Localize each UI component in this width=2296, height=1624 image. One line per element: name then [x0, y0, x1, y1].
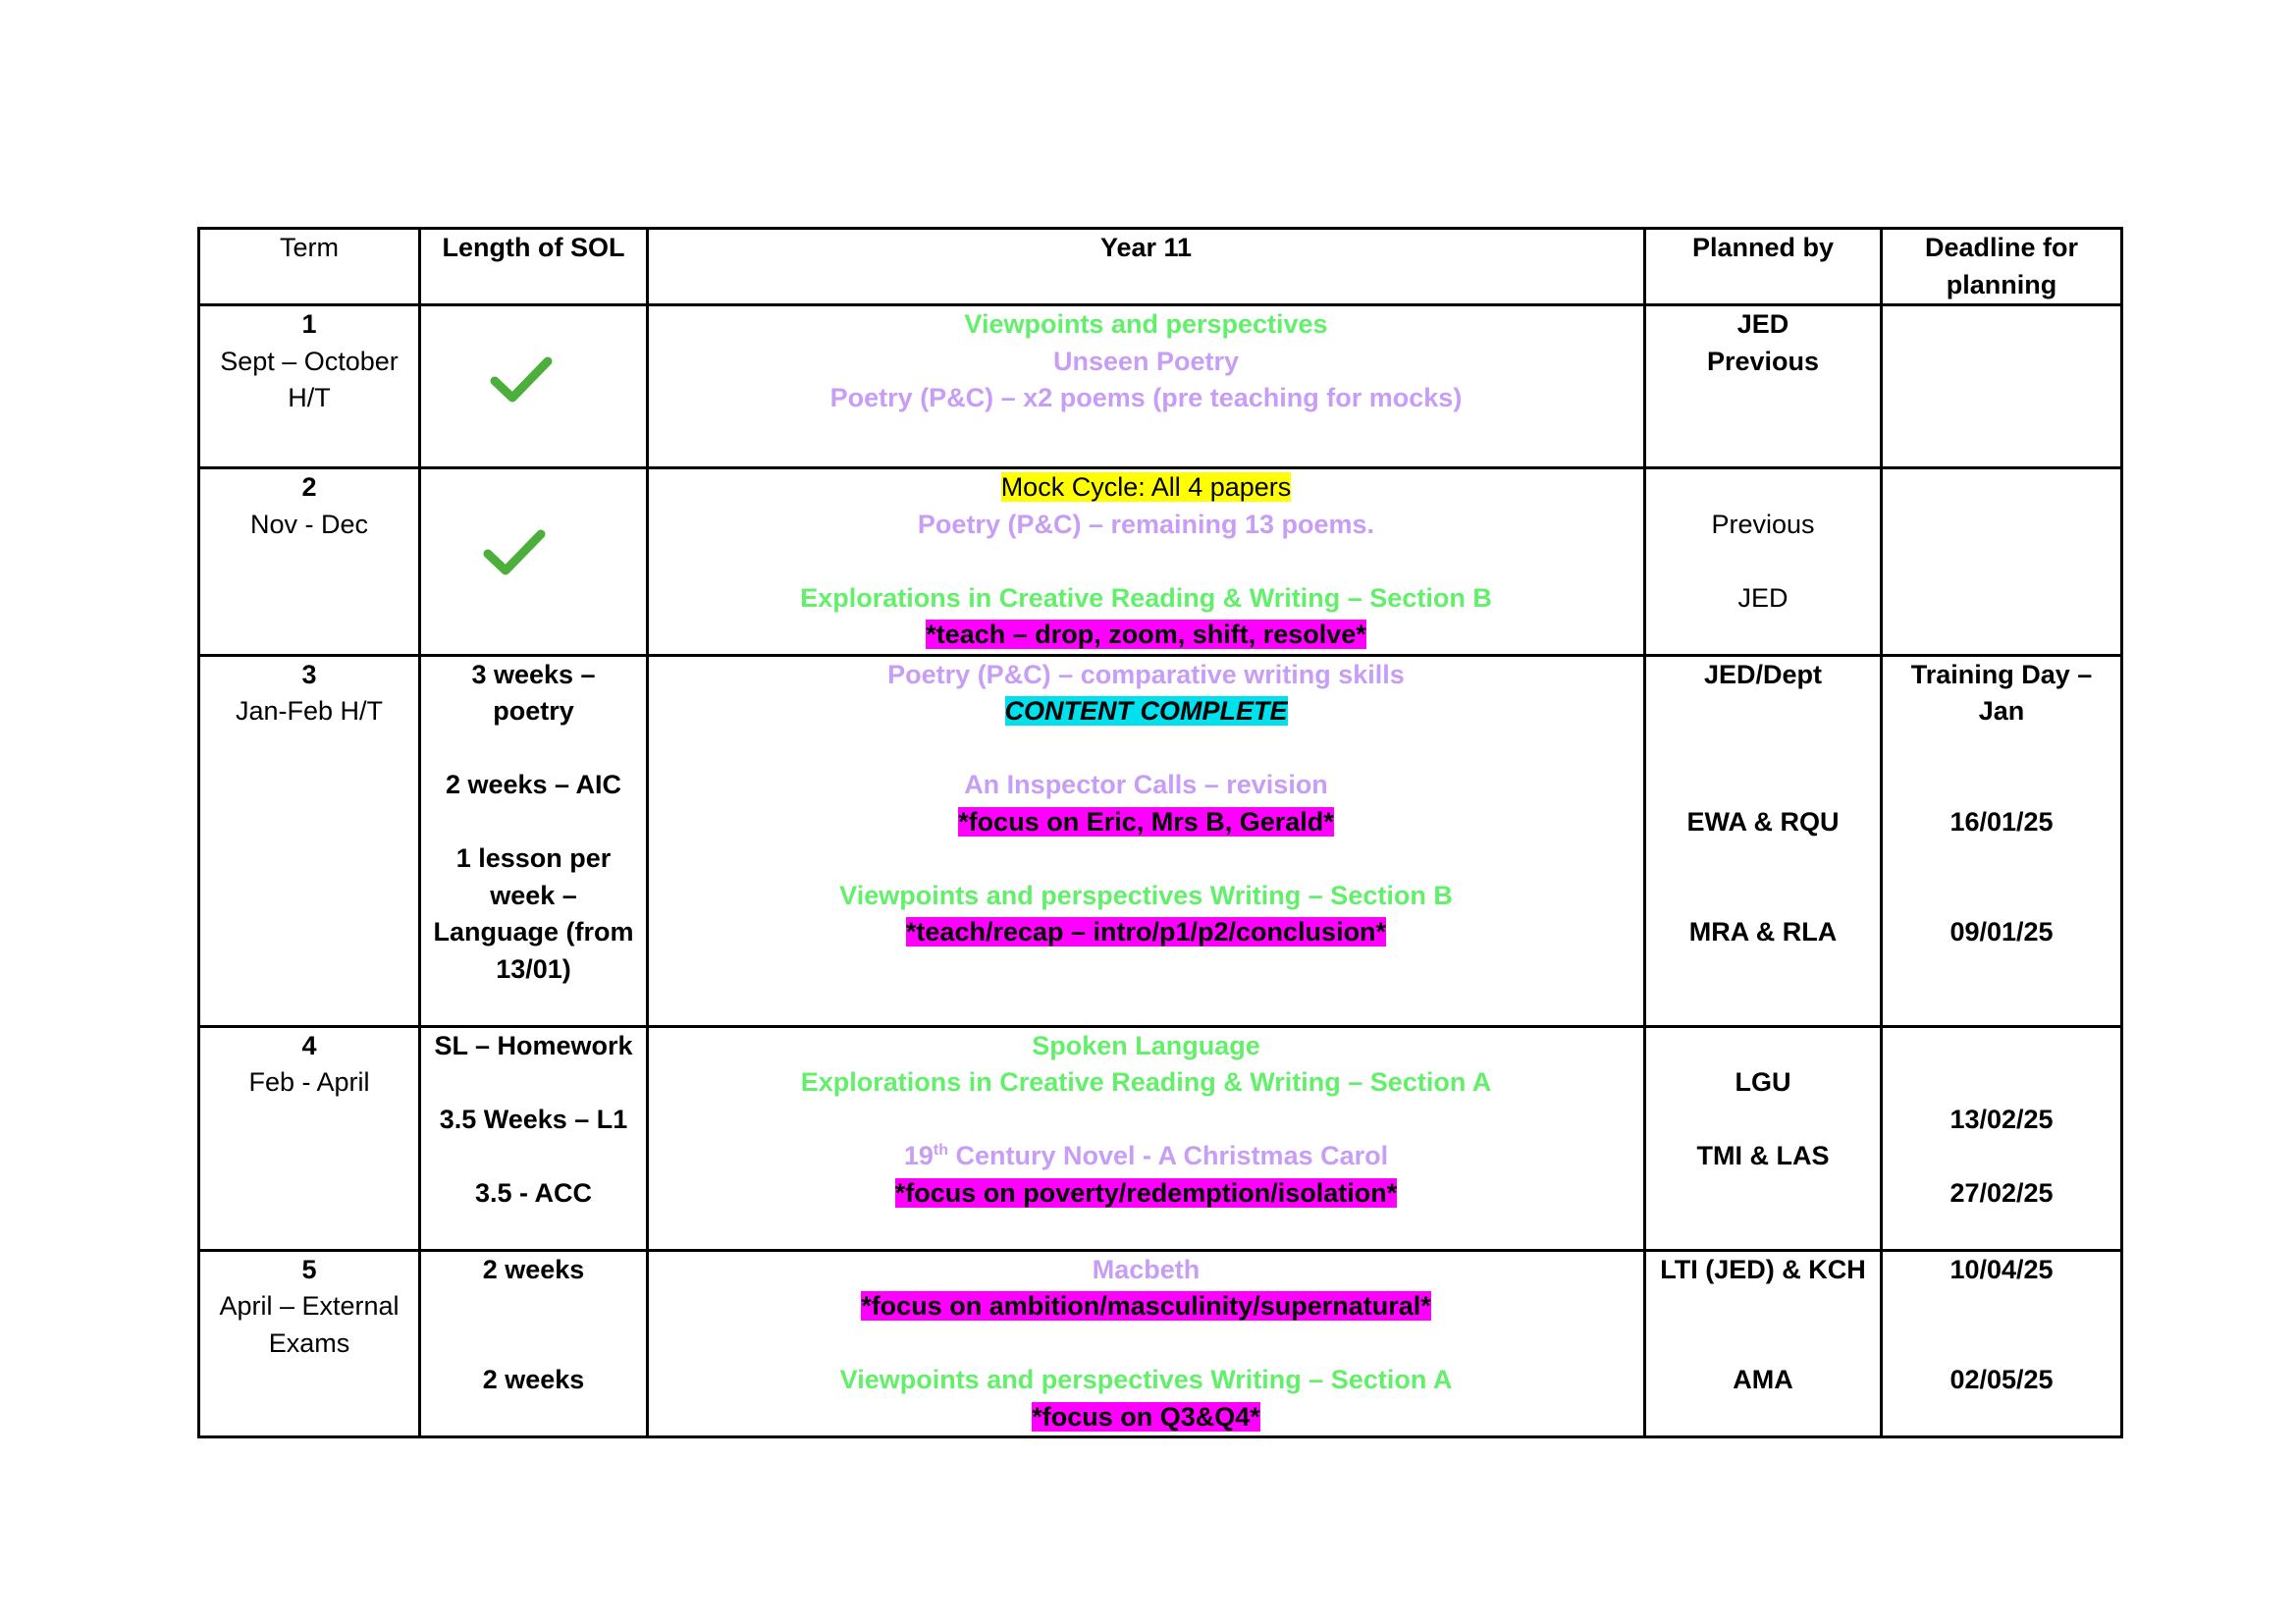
sol-length: 1 lesson per week – Language (from 13/01): [433, 843, 634, 984]
term-dates: Sept – October: [220, 346, 399, 376]
topic-line: Poetry (P&C) – x2 poems (pre teaching for mocks): [829, 383, 1463, 412]
deadline: 13/02/25: [1949, 1104, 2054, 1134]
sol-length: 2 weeks: [482, 1254, 585, 1284]
length-cell: [420, 305, 648, 468]
header-row: [199, 229, 2122, 305]
topic-line: Viewpoints and perspectives: [964, 309, 1328, 339]
header-length: Length of SOL: [420, 229, 648, 305]
topic-line: Poetry (P&C) – remaining 13 poems.: [917, 509, 1375, 539]
checkmark-icon: [482, 528, 547, 577]
deadline: 02/05/25: [1949, 1365, 2054, 1394]
planner: MRA & RLA: [1688, 917, 1838, 947]
topic-line: Macbeth: [1092, 1254, 1201, 1284]
planned-cell: [1645, 468, 1882, 656]
topic-line: Unseen Poetry: [1052, 346, 1240, 376]
deadline: 16/01/25: [1949, 806, 2054, 837]
term-dates: H/T: [288, 383, 331, 412]
sol-length: 3.5 Weeks – L1: [439, 1104, 628, 1134]
term-number: 2: [301, 472, 317, 502]
term-cell: [199, 1250, 420, 1437]
focus-highlight: *teach/recap – intro/p1/p2/conclusion*: [905, 917, 1387, 947]
deadline: 27/02/25: [1949, 1177, 2054, 1208]
table-row: [199, 305, 2122, 468]
content-cell: [648, 1250, 1645, 1437]
sol-length: 3.5 - ACC: [474, 1177, 593, 1208]
planner: TMI & LAS: [1696, 1141, 1830, 1170]
deadline: 09/01/25: [1949, 917, 2054, 947]
term-cell: [199, 305, 420, 468]
deadline: 10/04/25: [1949, 1254, 2054, 1284]
topic-line: 19th Century Novel - A Christmas Carol: [903, 1141, 1389, 1170]
year11-planning-table: [197, 227, 2123, 1438]
planner: AMA: [1733, 1365, 1793, 1394]
planner: Previous: [1711, 509, 1815, 539]
planned-cell: [1645, 1026, 1882, 1250]
planned-cell: [1645, 655, 1882, 1026]
topic-line: Poetry (P&C) – comparative writing skills: [887, 659, 1405, 689]
term-cell: [199, 655, 420, 1026]
term-number: 3: [301, 659, 317, 689]
term-dates: Jan-Feb H/T: [235, 696, 384, 726]
content-cell: [648, 655, 1645, 1026]
planner: JED: [1736, 309, 1789, 339]
planned-cell: [1645, 305, 1882, 468]
topic-line: Spoken Language: [1032, 1030, 1260, 1060]
deadline-cell: [1882, 1250, 2122, 1437]
planner: EWA & RQU: [1686, 806, 1840, 837]
sol-length: SL – Homework: [434, 1030, 633, 1060]
planner: JED/Dept: [1703, 659, 1823, 689]
header-term: Term: [199, 229, 420, 305]
planner: LGU: [1735, 1067, 1791, 1097]
content-cell: [648, 305, 1645, 468]
focus-highlight: *focus on ambition/masculinity/supernatural*: [861, 1291, 1431, 1321]
term-number: 5: [301, 1254, 317, 1284]
topic-line: An Inspector Calls – revision: [964, 770, 1328, 799]
header-planned: Planned by: [1645, 229, 1882, 305]
planner: LTI (JED) & KCH: [1660, 1254, 1866, 1284]
checkmark-icon: [489, 355, 554, 405]
table-row: [199, 655, 2122, 1026]
content-complete-highlight: CONTENT COMPLETE: [1004, 696, 1288, 726]
topic-line: Viewpoints and perspectives Writing – Section B: [839, 880, 1453, 910]
length-cell: [420, 1250, 648, 1437]
sol-length: 3 weeks – poetry: [471, 659, 596, 726]
table-row: [199, 1026, 2122, 1250]
focus-highlight: *focus on poverty/redemption/isolation*: [894, 1177, 1398, 1208]
term-cell: [199, 468, 420, 656]
deadline-cell: [1882, 468, 2122, 656]
term-dates: Feb - April: [248, 1067, 370, 1097]
length-cell: [420, 655, 648, 1026]
term-dates: April – External Exams: [219, 1291, 400, 1358]
content-cell: [648, 468, 1645, 656]
focus-highlight: *teach – drop, zoom, shift, resolve*: [926, 620, 1366, 649]
deadline: Training Day – Jan: [1910, 659, 2093, 726]
topic-line: Viewpoints and perspectives Writing – Section A: [839, 1365, 1453, 1394]
term-cell: [199, 1026, 420, 1250]
sol-length: 2 weeks: [482, 1365, 585, 1394]
topic-line: Explorations in Creative Reading & Writing – Section A: [800, 1067, 1492, 1097]
length-cell: [420, 468, 648, 656]
term-number: 1: [301, 309, 317, 339]
table-row: [199, 468, 2122, 656]
deadline-cell: [1882, 305, 2122, 468]
deadline-cell: [1882, 1026, 2122, 1250]
focus-highlight: *focus on Eric, Mrs B, Gerald*: [958, 806, 1334, 837]
sol-length: 2 weeks – AIC: [445, 770, 622, 799]
term-number: 4: [301, 1030, 317, 1060]
header-deadline: Deadline for planning: [1882, 229, 2122, 305]
table-row: [199, 1250, 2122, 1437]
term-dates: Nov - Dec: [249, 509, 369, 539]
deadline-cell: [1882, 655, 2122, 1026]
topic-line: Explorations in Creative Reading & Writing – Section B: [800, 582, 1492, 613]
header-year: Year 11: [648, 229, 1645, 305]
planner: JED: [1737, 582, 1789, 613]
focus-highlight: *focus on Q3&Q4*: [1032, 1401, 1260, 1432]
planner: Previous: [1706, 346, 1820, 376]
content-cell: [648, 1026, 1645, 1250]
mock-cycle-highlight: Mock Cycle: All 4 papers: [1000, 472, 1292, 502]
planned-cell: [1645, 1250, 1882, 1437]
length-cell: [420, 1026, 648, 1250]
